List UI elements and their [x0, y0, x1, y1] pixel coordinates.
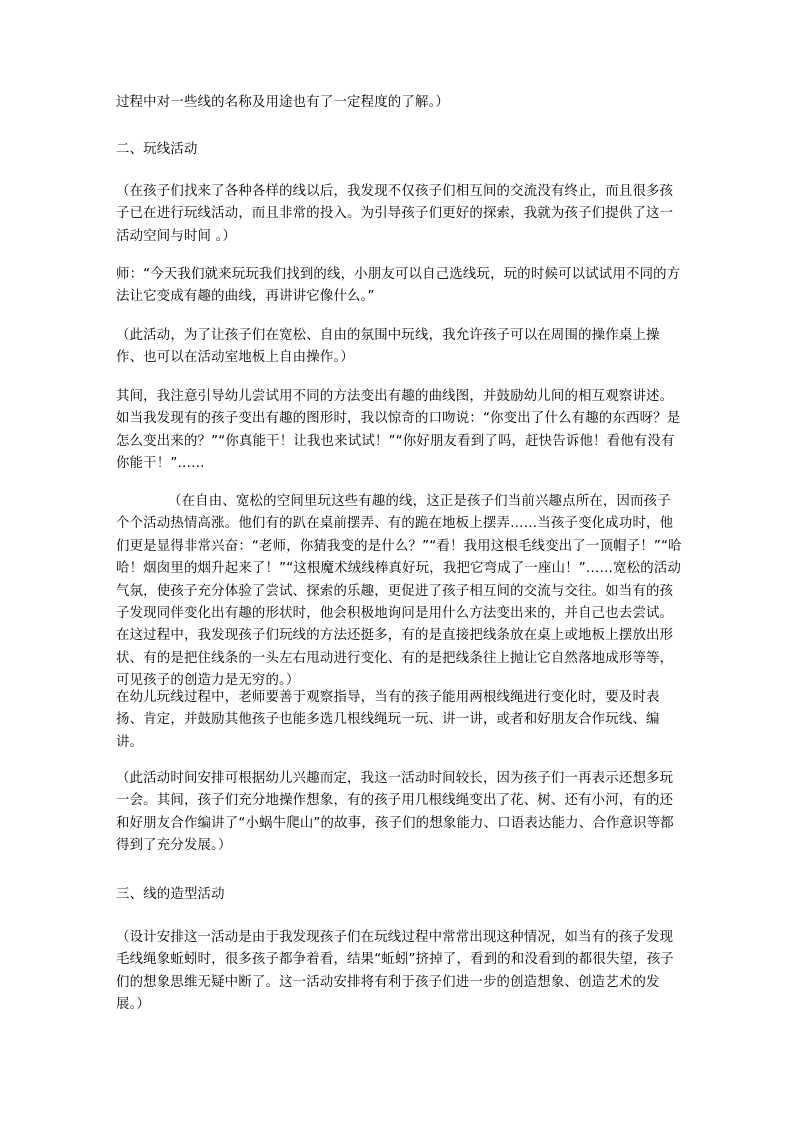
paragraph-teacher-speech: 师：“今天我们就来玩玩我们找到的线，小朋友可以自己选线玩，玩的时候可以试试用不同的方法让它变成有趣的曲线，再讲讲它像什么。” — [116, 267, 681, 305]
section-heading-2: 二、玩线活动 — [116, 142, 198, 157]
paragraph-note-5: （设计安排这一活动是由于我发现孩子们在玩线过程中常常出现这种情况，如当有的孩子发现毛线绳象蚯蚓时，很多孩子都争着看，结果“蚯蚓”挤掉了，看到的和没看到的都很失望，孩子们的想象思维无疑中断了。这一活动安排将有利于孩子们进一步的创造想象、创造艺术的发展。） — [116, 930, 674, 1013]
paragraph-continuation: 过程中对一些线的名称及用途也有了一定程度的了解。） — [116, 95, 450, 110]
section-heading-3: 三、线的造型活动 — [116, 887, 225, 902]
paragraph-note-4: （此活动时间安排可根据幼儿兴趣而定，我这一活动时间较长，因为孩子们一再表示还想多玩一会。其间，孩子们充分地操作想象，有的孩子用几根线绳变出了花、树、还有小河，有的还和好朋友合作编讲了“小蜗牛爬山”的故事，孩子们的想象能力、口语表达能力、合作意识等都得到了充分发展。） — [116, 771, 674, 854]
paragraph-note-2: （此活动，为了让孩子们在宽松、自由的氛围中玩线，我允许孩子可以在周围的操作桌上操作、也可以在活动室地板上自由操作。） — [116, 328, 660, 366]
paragraph-guidance: 其间，我注意引导幼儿尝试用不同的方法变出有趣的曲线图，并鼓励幼儿间的相互观察讲述。如当我发现有的孩子变出有趣的图形时，我以惊奇的口吻说：“你变出了什么有趣的东西呀？是怎么变出来的？”“你真能干！让我也来试试！”“你好朋友看到了吗，赶快告诉他！看他有没有你能干！”…… — [116, 389, 681, 472]
paragraph-note-1: （在孩子们找来了各种各样的线以后，我发现不仅孩子们相互间的交流没有终止，而且很多孩子已在进行玩线活动，而且非常的投入。为引导孩子们更好的探索，我就为孩子们提供了这一活动空间与时间 。） — [116, 184, 674, 244]
paragraph-note-3: （在自由、宽松的空间里玩这些有趣的线，这正是孩子们当前兴趣点所在，因而孩子个个活动热情高涨。他们有的趴在桌前摆弄、有的跪在地板上摆弄……当孩子变化成功时，他们更是显得非常兴奋：“老师，你猜我变的是什么？”“看！我用这根毛线变出了一顶帽子！”“哈哈！烟囱里的烟升起来了！”“这根魔术绒线棒真好玩，我把它弯成了一座山！”……宽松的活动气氛，使孩子充分体验了尝试、探索的乐趣，更促进了孩子相互间的交流与交往。如当有的孩子发现同伴变化出有趣的形状时，他会积极地询问是用什么方法变出来的，并自己也去尝试。在这过程中，我发现孩子们玩线的方法还挺多，有的是直接把线条放在桌上或地板上摆放出形状、有的是把住线条的一头左右甩动进行变化、有的是把线条往上抛让它自然落地成形等等，可见孩子的创造力是无穷的。） — [116, 494, 682, 689]
paragraph-observation: 在幼儿玩线过程中，老师要善于观察指导，当有的孩子能用两根线绳进行变化时，要及时表扬、肯定，并鼓励其他孩子也能多选几根线绳玩一玩、讲一讲，或者和好朋友合作玩线、编讲。 — [116, 690, 660, 750]
